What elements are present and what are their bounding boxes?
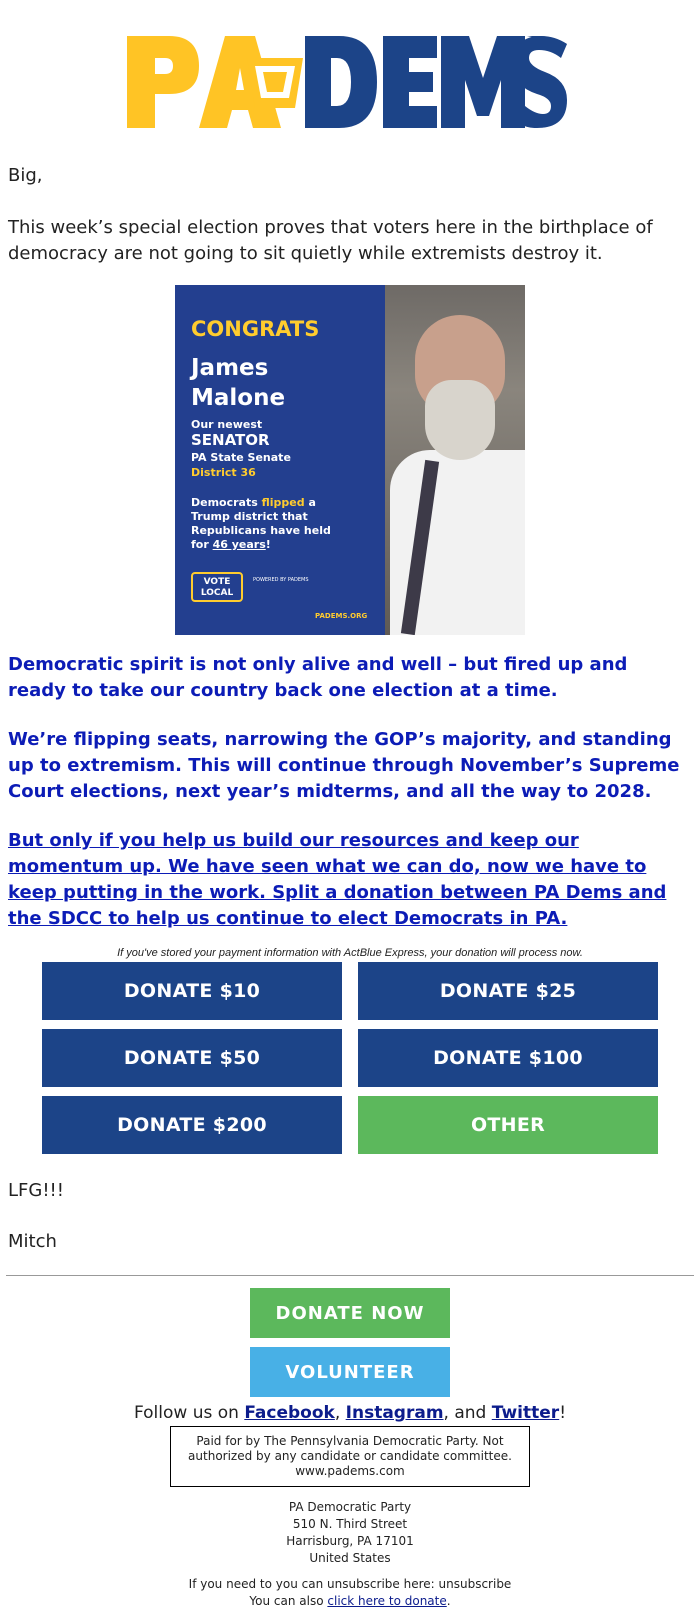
twitter-link[interactable]: Twitter (491, 1403, 560, 1423)
disclaimer-line: Paid for by The Pennsylvania Democratic Party. Not (196, 1434, 504, 1448)
follow-us-line (0, 1403, 700, 1423)
congrats-panel (175, 285, 385, 635)
flipping-paragraph: We’re flipping seats, narrowing the GOP’s majority, and standing up to extremism. This will continue through November’s Supreme Court elections, next year’s midterms, and all the way to 2028. (8, 729, 680, 802)
senator-label: SENATOR (191, 431, 270, 449)
footer-prefix: You can also (249, 1594, 328, 1608)
candidate-name (191, 353, 381, 413)
donate-appeal-link[interactable]: But only if you help us build our resources and keep our momentum up. We have seen what we can do, now we have to keep putting in the work. Split a donation between PA Dems and the SDCC to help us continue to elect Democrats in PA. (8, 830, 667, 929)
footer-suffix: . (446, 1594, 451, 1608)
padems-site-label: PADEMS.ORG (315, 612, 368, 620)
follow-separator: , (334, 1403, 346, 1423)
follow-prefix: Follow us on (133, 1403, 245, 1423)
follow-separator: , and (443, 1403, 492, 1423)
candidate-first-name: James (191, 355, 269, 381)
donate-10-button[interactable]: DONATE $10 (42, 962, 342, 1020)
candidate-last-name: Malone (191, 385, 286, 411)
vote-local-badge: VOTE LOCAL (191, 572, 243, 602)
unsubscribe-footer (0, 1576, 700, 1610)
paid-for-disclaimer (170, 1426, 530, 1487)
address-org: PA Democratic Party (288, 1500, 412, 1514)
district-label: District 36 (191, 466, 256, 479)
footer-donate-link[interactable]: click here to donate (327, 1594, 447, 1608)
blurb-part: Democrats (191, 496, 262, 509)
mailing-address (0, 1499, 700, 1567)
blurb-part: a Trump district that Republicans have held for (191, 496, 331, 551)
footer-divider (6, 1275, 694, 1276)
blurb-flipped: flipped (261, 496, 305, 509)
padems-logo (0, 30, 700, 134)
our-newest-label: Our newest (191, 418, 263, 431)
intro-paragraph: This week’s special election proves that voters here in the birthplace of democracy are not going to sit quietly while extremists destroy it. (8, 217, 653, 264)
congrats-image (175, 285, 525, 635)
photo-beard (425, 380, 495, 460)
signature: Mitch (8, 1231, 57, 1252)
spirit-paragraph: Democratic spirit is not only alive and well – but fired up and ready to take our country back one election at a time. (8, 654, 628, 701)
salutation: Big, (8, 165, 43, 186)
closing-line: LFG!!! (8, 1180, 64, 1201)
unsubscribe-line[interactable]: If you need to you can unsubscribe here: unsubscribe (188, 1577, 512, 1591)
senate-label: PA State Senate (191, 451, 291, 464)
donate-appeal (8, 828, 688, 932)
flipped-blurb (191, 496, 341, 552)
donate-100-button[interactable]: DONATE $100 (358, 1029, 658, 1087)
donate-footer-line (0, 1593, 700, 1610)
donate-other-button[interactable]: OTHER (358, 1096, 658, 1154)
donate-200-button[interactable]: DONATE $200 (42, 1096, 342, 1154)
disclaimer-website: www.padems.com (295, 1464, 405, 1478)
blurb-years: 46 years (212, 538, 266, 551)
blurb-part: ! (265, 538, 271, 551)
disclaimer-line: authorized by any candidate or candidate committee. (188, 1449, 512, 1463)
padems-logo-graphic (127, 36, 567, 128)
donate-25-button[interactable]: DONATE $25 (358, 962, 658, 1020)
instagram-link[interactable]: Instagram (345, 1403, 444, 1423)
facebook-link[interactable]: Facebook (244, 1403, 335, 1423)
candidate-photo (385, 285, 525, 635)
powered-by-label: POWERED BY PADEMS (253, 577, 309, 583)
donate-50-button[interactable]: DONATE $50 (42, 1029, 342, 1087)
address-country: United States (309, 1551, 391, 1565)
actblue-note: If you've stored your payment information with ActBlue Express, your donation will process now. (117, 947, 583, 959)
donate-now-button[interactable]: DONATE NOW (250, 1288, 450, 1338)
follow-suffix: ! (559, 1403, 567, 1423)
congrats-heading: CONGRATS (191, 317, 320, 341)
address-city: Harrisburg, PA 17101 (286, 1534, 414, 1548)
address-street: 510 N. Third Street (292, 1517, 408, 1531)
volunteer-button[interactable]: VOLUNTEER (250, 1347, 450, 1397)
